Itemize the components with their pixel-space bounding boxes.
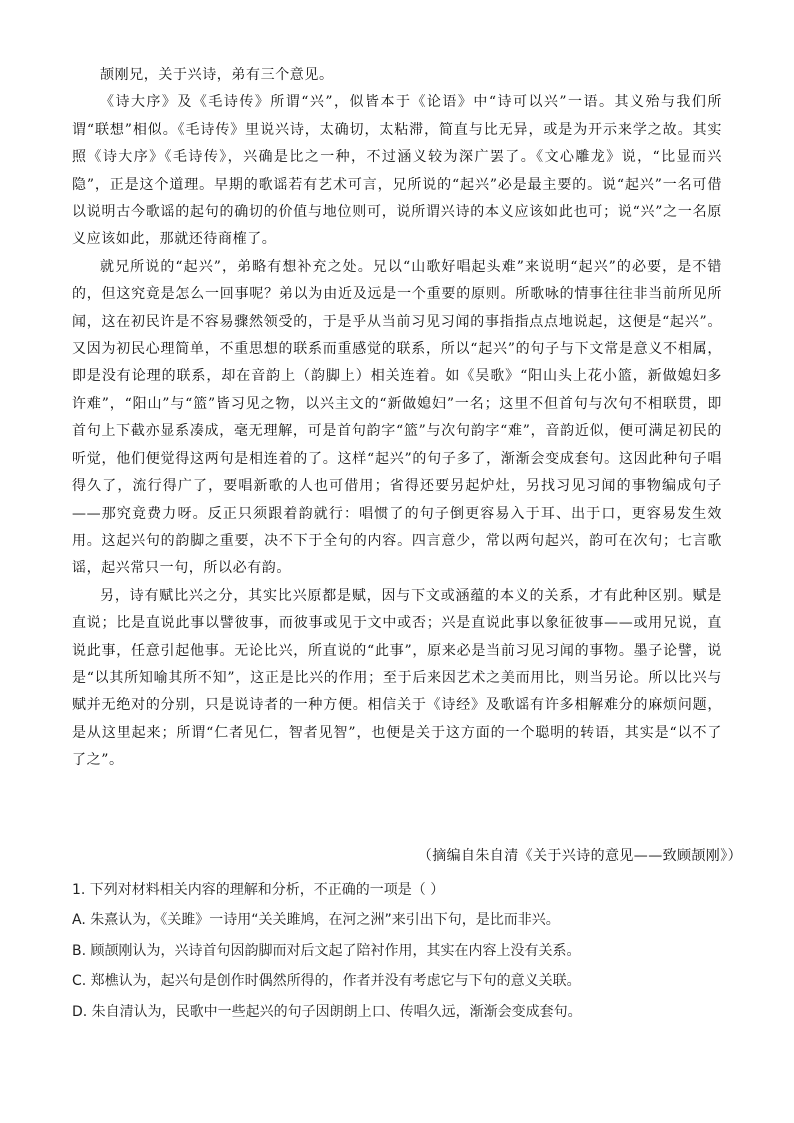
option-c[interactable]: C. 郑樵认为，起兴句是创作时偶然所得的，作者并没有考虑它与下句的意义关联。	[72, 973, 581, 989]
passage-paragraph-greeting: 颉刚兄，关于兴诗，弟有三个意见。	[100, 67, 334, 83]
option-d[interactable]: D. 朱自清认为，民歌中一些起兴的句子因朗朗上口、传唱久远，渐渐会变成套句。	[72, 1003, 582, 1020]
question-block	[72, 875, 732, 1027]
option-a[interactable]: A. 朱熹认为，《关雎》一诗用“关关雎鸠，在河之洲”来引出下句，是比而非兴。	[72, 912, 560, 928]
question-stem: 1. 下列对材料相关内容的理解和分析，不正确的一项是（ ）	[72, 882, 445, 898]
passage-paragraph-2: 就兄所说的“起兴”，弟略有想补充之处。兄以“山歌好唱起头难”来说明“起兴”的必要，是不错的，但这究竟是怎么一回事呢？弟以为由近及远是一个重要的原则。所歌咏的情事往往非当前所见所闻，这在初民许是不容易骤然领受的，于是乎从当前习见习闻的事指指点点地说起，这便是“起兴”。又因为初民心理简单，不重思想的联系而重感觉的联系，所以“起兴”的句子与下文常是意义不相属，即是没有论理的联系，却在音韵上（韵脚上）相关连着。如《吴歌》“阳山头上花小篮，新做媳妇多许难”，“阳山”与“篮”皆习见之物，以兴主文的“新做媳妇”一名；这里不但首句与次句不相联贯，即首句上下截亦显系凑成，毫无理解，可是首句韵字“篮”与次句韵字“难”，音韵近似，便可满足初民的听觉，他们便觉得这两句是相连着的了。这样“起兴”的句子多了，渐渐会变成套句。这因此种句子唱得久了，流行得广了，要唱新歌的人也可借用；省得还要另起炉灶，另找习见习闻的事物编成句子——那究竟费力呀。反正只须跟着韵就行：唱惯了的句子倒更容易入于耳、出于口，更容易发生效用。这起兴句的韵脚之重要，决不下于全句的内容。四言意少，常以两句起兴，韵可在次句；七言歌谣，起兴常只一句，所以必有韵。	[72, 258, 722, 577]
passage-paragraph-1: 《诗大序》及《毛诗传》所谓“兴”，似皆本于《论语》中“诗可以兴”一语。其义殆与我们所谓“联想”相似。《毛诗传》里说兴诗，太确切，太粘滞，简直与比无异，或是为开示来学之故。其实照《诗大序》《毛诗传》，兴确是比之一种，不过涵义较为深广罢了。《文心雕龙》说，“比显而兴隐”，正是这个道理。早期的歌谣若有艺术可言，兄所说的“起兴”必是最主要的。说“起兴”一名可借以说明古今歌谣的起句的确切的价值与地位则可，说所谓兴诗的本义应该如此也可；说“兴”之一名原义应该如此，那就还待商榷了。	[72, 94, 722, 248]
passage	[72, 62, 722, 775]
source-citation: （摘编自朱自清《关于兴诗的意见——致顾颉刚》）	[417, 848, 742, 864]
option-b[interactable]: B. 顾颉刚认为，兴诗首句因韵脚而对后文起了陪衬作用，其实在内容上没有关系。	[72, 942, 581, 959]
passage-paragraph-3: 另，诗有赋比兴之分，其实比兴原都是赋，因与下文或涵蕴的本义的关系，才有此种区别。赋是直说；比是直说此事以譬彼事，而彼事或见于文中或否；兴是直说此事以象征彼事——或用兄说，直说此事，任意引起他事。无论比兴，所直说的“此事”，原来必是当前习见习闻的事物。墨子论譬，说是“以其所知喻其所不知”，这正是比兴的作用；至于后来因艺术之美而用比，则当另论。所以比兴与赋并无绝对的分别，只是说诗者的一种方便。相信关于《诗经》及歌谣有许多相解难分的麻烦问题，是从这里起来；所谓“仁者见仁，智者见智”，也便是关于这方面的一个聪明的转语，其实是“以不了了之”。	[72, 587, 722, 769]
